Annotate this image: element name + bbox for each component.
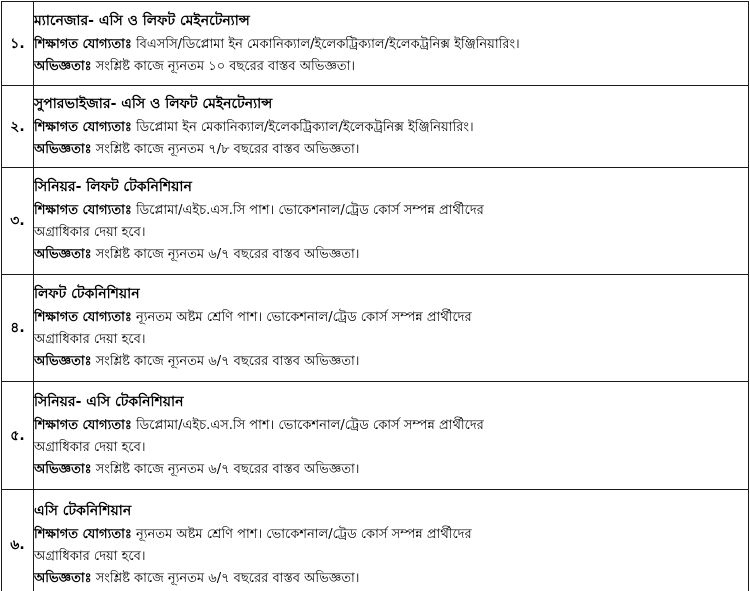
education-label: শিক্ষাগত যোগ্যতাঃ (34, 203, 132, 218)
experience-label: অভিজ্ঞতাঃ (34, 247, 92, 262)
education-label: শিক্ষাগত যোগ্যতাঃ (34, 310, 132, 325)
table-row (2, 275, 749, 382)
row-number: ২. (2, 86, 34, 168)
row-number: ১. (2, 2, 34, 86)
job-cell (34, 275, 749, 382)
experience-line (34, 139, 748, 161)
education-line-continued: অগ্রাধিকার দেয়া হবে। (34, 332, 146, 347)
education-line (34, 117, 748, 139)
job-cell (34, 2, 749, 86)
table-row (2, 168, 749, 275)
education-label: শিক্ষাগত যোগ্যতাঃ (34, 119, 132, 135)
education-label: শিক্ষাগত যোগ্যতাঃ (34, 36, 132, 52)
education-line (34, 34, 748, 56)
education-text: ডিপ্লোমা ইন মেকানিক্যাল/ইলেকট্রিক্যাল/ইলেকট্রনিক্স ইঞ্জিনিয়ারিং। (135, 119, 474, 135)
row-number: ৬. (2, 490, 34, 591)
experience-text: সংশ্লিষ্ট কাজে ন্যূনতম ১০ বছরের বাস্তব অভিজ্ঞতা। (95, 58, 356, 74)
experience-line (34, 351, 748, 373)
education-line-continued: অগ্রাধিকার দেয়া হবে। (34, 439, 146, 455)
row-number: ৪. (2, 275, 34, 382)
education-line (34, 200, 748, 222)
job-title: লিফট টেকনিশিয়ান (34, 286, 140, 302)
education-line (34, 524, 748, 546)
job-title: সিনিয়র- লিফট টেকনিশিয়ান (34, 179, 192, 195)
job-cell (34, 86, 749, 168)
job-cell (34, 168, 749, 275)
education-line-continued: অগ্রাধিকার দেয়া হবে। (34, 548, 146, 564)
education-text: বিএসসি/ডিপ্লোমা ইন মেকানিক্যাল/ইলেকট্রিক্যাল/ইলেকট্রনিক্স ইঞ্জিনিয়ারিং। (135, 36, 520, 52)
table-row (2, 382, 749, 490)
experience-label: অভিজ্ঞতাঃ (34, 570, 92, 586)
experience-text: সংশ্লিষ্ট কাজে ন্যূনতম ৬/৭ বছরের বাস্তব অভিজ্ঞতা। (95, 461, 360, 477)
education-line-continued: অগ্রাধিকার দেয়া হবে। (34, 225, 146, 240)
job-cell (34, 490, 749, 591)
experience-label: অভিজ্ঞতাঃ (34, 141, 92, 157)
experience-text: সংশ্লিষ্ট কাজে ন্যূনতম ৬/৭ বছরের বাস্তব অভিজ্ঞতা। (95, 570, 360, 586)
education-text: ডিপ্লোমা/এইচ.এস.সি পাশ। ভোকেশনাল/ট্রেড কোর্স সম্পন্ন প্রার্থীদের (135, 417, 484, 433)
education-text: ন্যূনতম অষ্টম শ্রেণি পাশ। ভোকেশনাল/ট্রেড কোর্স সম্পন্ন প্রার্থীদের (135, 310, 472, 325)
job-title: সুপারভাইজার- এসি ও লিফট মেইনটেন্যান্স (34, 95, 273, 112)
education-text: ডিপ্লোমা/এইচ.এস.সি পাশ। ভোকেশনাল/ট্রেড কোর্স সম্পন্ন প্রার্থীদের (135, 203, 484, 218)
experience-label: অভিজ্ঞতাঃ (34, 58, 92, 74)
job-title: সিনিয়র- এসি টেকনিশিয়ান (34, 393, 184, 410)
row-number: ৩. (2, 168, 34, 275)
experience-line (34, 459, 748, 481)
experience-label: অভিজ্ঞতাঃ (34, 354, 92, 369)
table-row (2, 490, 749, 591)
education-label: শিক্ষাগত যোগ্যতাঃ (34, 526, 132, 542)
table-row (2, 2, 749, 86)
job-title: এসি টেকনিশিয়ান (34, 502, 132, 519)
job-cell (34, 382, 749, 490)
row-number: ৫. (2, 382, 34, 490)
experience-text: সংশ্লিষ্ট কাজে ন্যূনতম ৬/৭ বছরের বাস্তব অভিজ্ঞতা। (95, 354, 360, 369)
experience-text: সংশ্লিষ্ট কাজে ন্যূনতম ৬/৭ বছরের বাস্তব অভিজ্ঞতা। (95, 247, 360, 262)
education-label: শিক্ষাগত যোগ্যতাঃ (34, 417, 132, 433)
education-line (34, 307, 748, 329)
education-line (34, 415, 748, 437)
job-requirements-table (1, 1, 749, 591)
experience-text: সংশ্লিষ্ট কাজে ন্যূনতম ৭/৮ বছরের বাস্তব অভিজ্ঞতা। (95, 141, 360, 157)
experience-label: অভিজ্ঞতাঃ (34, 461, 92, 477)
table-row (2, 86, 749, 168)
experience-line (34, 56, 748, 78)
experience-line (34, 568, 748, 590)
experience-line (34, 244, 748, 266)
education-text: ন্যূনতম অষ্টম শ্রেণি পাশ। ভোকেশনাল/ট্রেড কোর্স সম্পন্ন প্রার্থীদের (135, 526, 472, 542)
job-title: ম্যানেজার- এসি ও লিফট মেইনটেন্যান্স (34, 12, 250, 29)
